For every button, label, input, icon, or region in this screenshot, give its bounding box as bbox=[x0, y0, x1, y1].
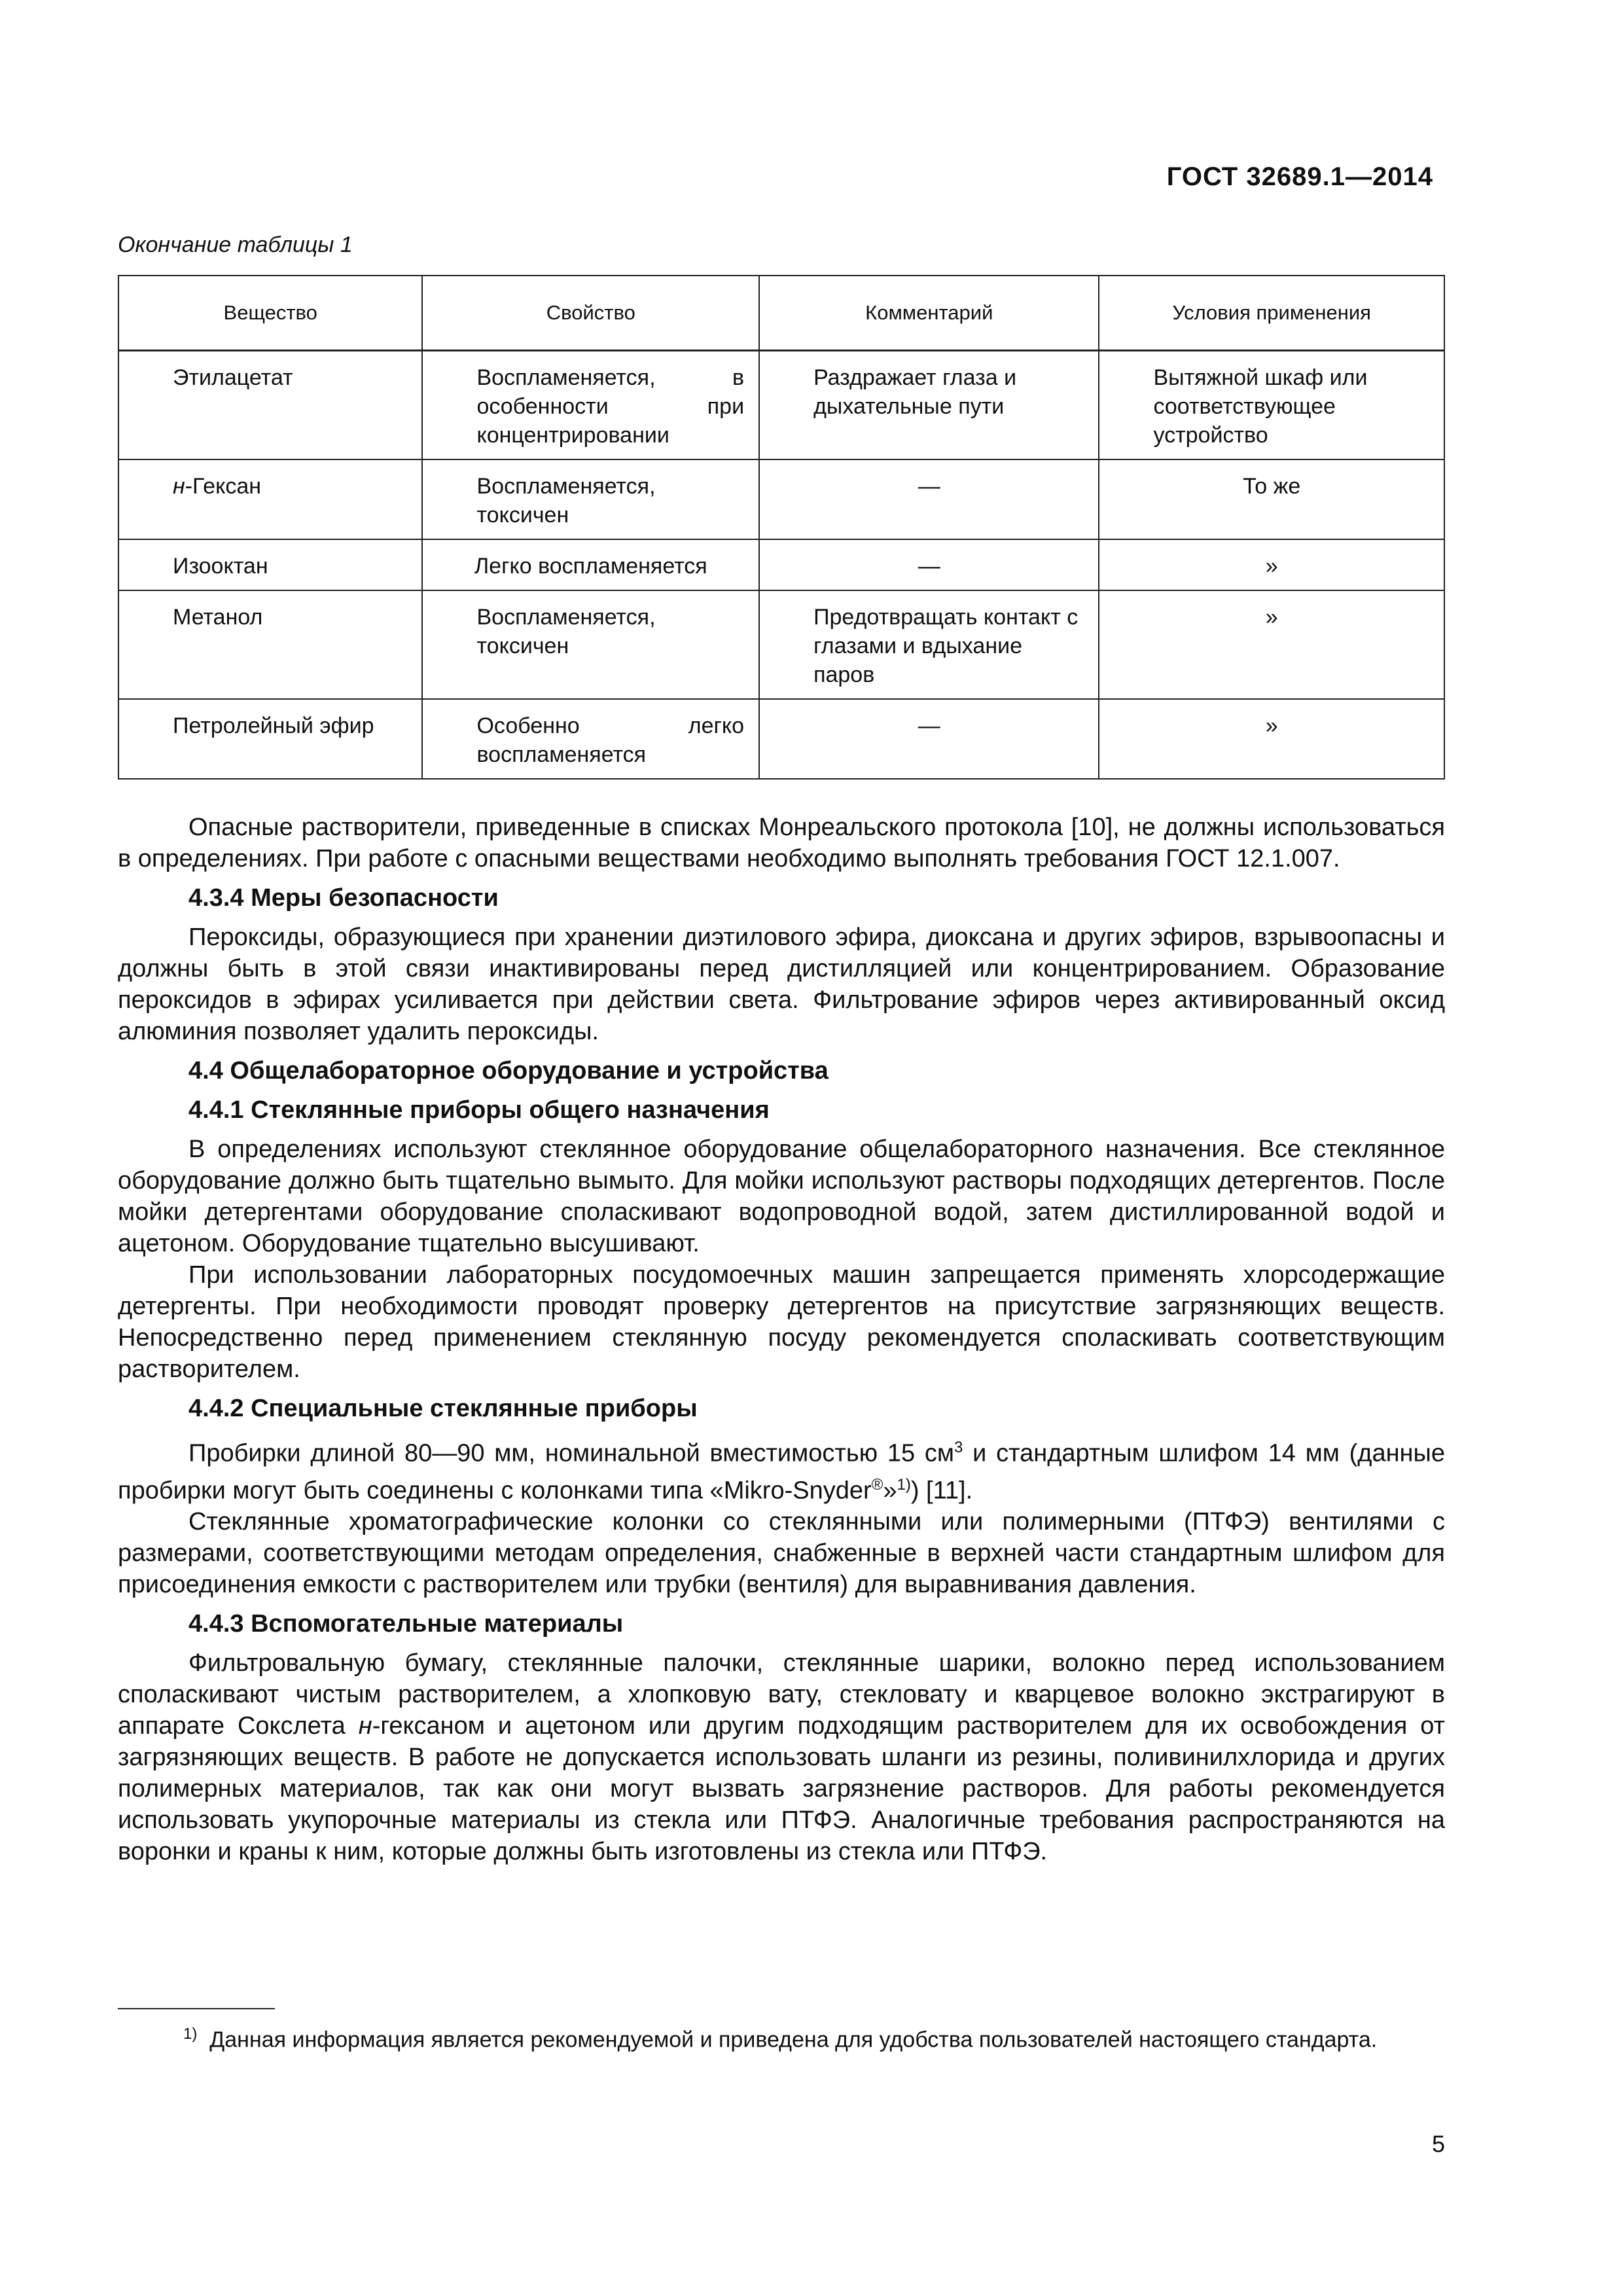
table-caption: Окончание таблицы 1 bbox=[118, 232, 353, 257]
cell-property: Воспламеняется, токсичен bbox=[422, 590, 759, 699]
cell-substance: н-Гексан bbox=[118, 459, 422, 539]
column-header-substance: Вещество bbox=[118, 276, 422, 351]
table-row bbox=[118, 459, 1444, 539]
body-text bbox=[118, 812, 1445, 1867]
section-heading: 4.4.3 Вспомогательные материалы bbox=[188, 1610, 624, 1638]
section-heading: 4.3.4 Меры безопасности bbox=[188, 884, 499, 912]
cell-substance: Изооктан bbox=[118, 539, 422, 590]
column-header-comment: Комментарий bbox=[759, 276, 1099, 351]
column-header-property: Свойство bbox=[422, 276, 759, 351]
cell-comment: — bbox=[759, 539, 1099, 590]
table-row bbox=[118, 539, 1444, 590]
table-header-row bbox=[118, 276, 1444, 351]
paragraph: Пероксиды, образующиеся при хранении диэтилового эфира, диоксана и других эфиров, взрывоопасны и должны быть в этой связи инактивированы перед дистилляцией или концентрированием. Образование пероксидов в эфирах усиливается при действии света. Фильтрование эфиров через активированный оксид алюминия позволяет удалить пероксиды. bbox=[118, 924, 1445, 1045]
page-number: 5 bbox=[1431, 2130, 1445, 2157]
table-row bbox=[118, 351, 1444, 460]
paragraph: Стеклянные хроматографические колонки со стеклянными или полимерными (ПТФЭ) вентилями с размерами, соответствующими методам определения, снабженные в верхней части стандартным шлифом для присоединения емкости с растворителем или трубки (вентиля) для выравнивания давления. bbox=[118, 1508, 1445, 1599]
document-code: ГОСТ 32689.1—2014 bbox=[1166, 162, 1433, 191]
table-row bbox=[118, 590, 1444, 699]
substances-table bbox=[118, 275, 1445, 780]
paragraph: Фильтровальную бумагу, стеклянные палочки, стеклянные шарики, волокно перед использованием споласкивают чистым растворителем, а хлопковую вату, стекловату и кварцевое волокно экстрагируют в аппарате Сокслета н-гексаном и ацетоном или другим подходящим растворителем для их освобождения от загрязняющих веществ. В работе не допускается использовать шланги из резины, поливинилхлорида и других полимерных материалов, так как они могут вызвать загрязнение растворов. Для работы рекомендуется использовать укупорочные материалы из стекла или ПТФЭ. Аналогичные требования распространяются на воронки и краны к ним, которые должны быть изготовлены из стекла или ПТФЭ. bbox=[118, 1649, 1445, 1866]
cell-property: Воспламеняется, в особенности при концентрировании bbox=[422, 351, 759, 460]
section-heading: 4.4.2 Специальные стеклянные приборы bbox=[188, 1395, 698, 1422]
cell-substance: Петролейный эфир bbox=[118, 699, 422, 779]
cell-property: Легко воспламеняется bbox=[422, 539, 759, 590]
cell-comment: Раздражает глаза и дыхательные пути bbox=[759, 351, 1099, 460]
footnote-marker: 1) bbox=[183, 2025, 198, 2043]
cell-conditions: » bbox=[1099, 590, 1444, 699]
footnote: $^{1)}$ Данная информация является рекомендуемой и приведена для удобства пользователей настоящего стандарта. bbox=[183, 2025, 1378, 2053]
paragraph: Опасные растворители, приведенные в списках Монреальского протокола [10], не должны использоваться в определениях. При работе с опасными веществами необходимо выполнять требования ГОСТ 12.1.007. bbox=[118, 814, 1445, 872]
cell-substance: Этилацетат bbox=[118, 351, 422, 460]
cell-conditions: » bbox=[1099, 699, 1444, 779]
cell-substance: Метанол bbox=[118, 590, 422, 699]
paragraph: В определениях используют стеклянное оборудование общелабораторного назначения. Все стеклянное оборудование должно быть тщательно вымыто. Для мойки используют растворы подходящих детергентов. После мойки детергентами оборудование споласкивают водопроводной водой, затем дистиллированной водой и ацетоном. Оборудование тщательно высушивают. bbox=[118, 1136, 1445, 1257]
footnote-ref: 1) bbox=[897, 1475, 911, 1494]
section-heading: 4.4 Общелабораторное оборудование и устройства bbox=[188, 1057, 829, 1085]
cell-comment: Предотвращать контакт с глазами и вдыхание паров bbox=[759, 590, 1099, 699]
cell-comment: — bbox=[759, 459, 1099, 539]
cell-comment: — bbox=[759, 699, 1099, 779]
table-row bbox=[118, 699, 1444, 779]
section-heading: 4.4.1 Стеклянные приборы общего назначения bbox=[188, 1096, 770, 1124]
paragraph: При использовании лабораторных посудомоечных машин запрещается применять хлорсодержащие детергенты. При необходимости проводят проверку детергентов на присутствие загрязняющих веществ. Непосредственно перед применением стеклянную посуду рекомендуется споласкивать соответствующим растворителем. bbox=[118, 1261, 1445, 1383]
cell-conditions: » bbox=[1099, 539, 1444, 590]
column-header-conditions: Условия применения bbox=[1099, 276, 1444, 351]
footnote-divider bbox=[118, 2008, 275, 2009]
cell-conditions: То же bbox=[1099, 459, 1444, 539]
cell-conditions: Вытяжной шкаф или соответствующее устройство bbox=[1099, 351, 1444, 460]
cell-property: Особенно легко воспламеняется bbox=[422, 699, 759, 779]
paragraph: Пробирки длиной 80—90 мм, номинальной вместимостью 15 $см^3$ и стандартным шлифом 14 мм (данные пробирки могут быть соединены с колонками типа «Mikro-Snyder®»$^{1)}$) [11]. bbox=[118, 1439, 1445, 1505]
cell-property: Воспламеняется, токсичен bbox=[422, 459, 759, 539]
